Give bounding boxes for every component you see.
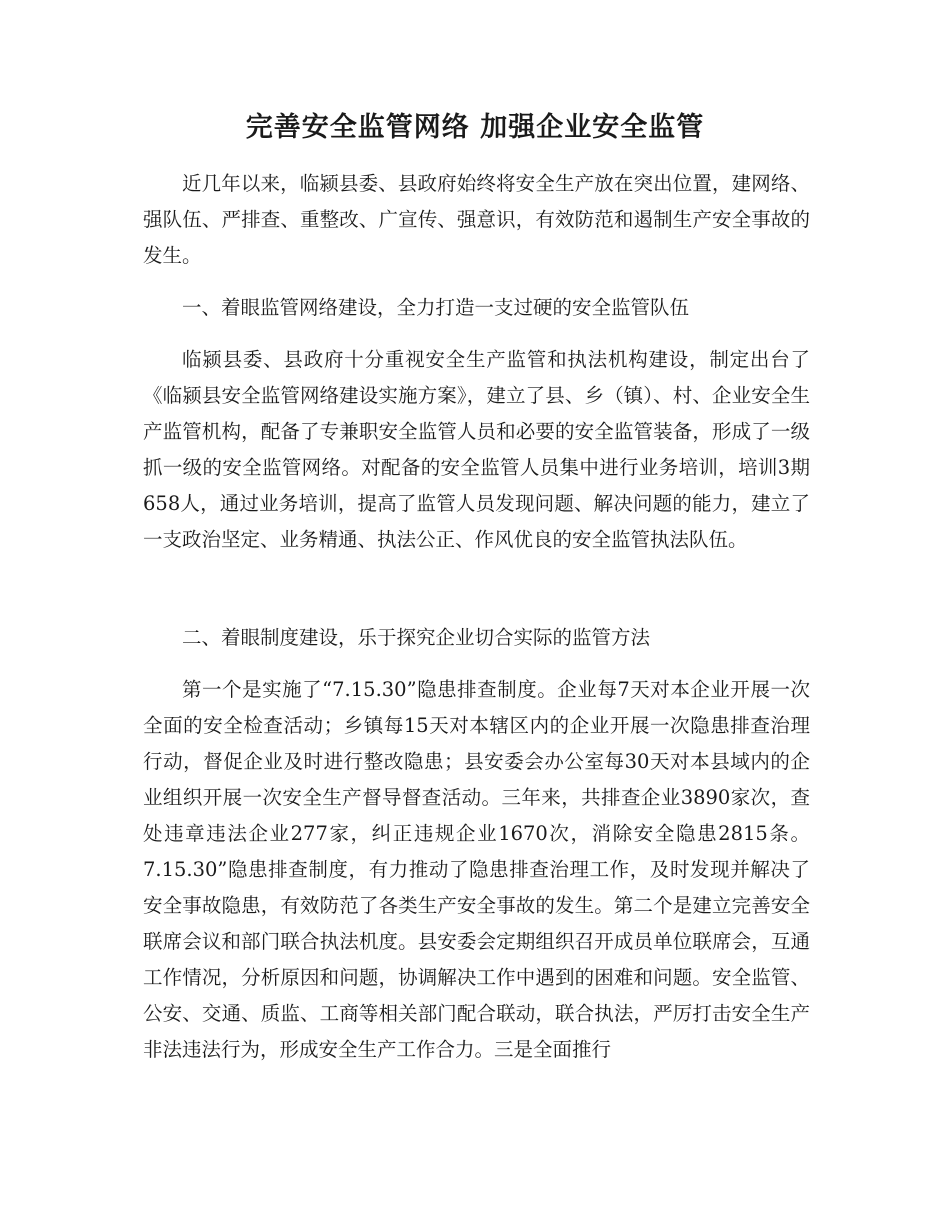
intro-paragraph: 近几年以来，临颍县委、县政府始终将安全生产放在突出位置，建网络、强队伍、严排查、重整改、广宣传、强意识，有效防范和遏制生产安全事故的发生。 — [143, 172, 810, 267]
section-1-heading: 一、着眼监管网络建设，全力打造一支过硬的安全监管队伍 — [182, 296, 690, 319]
document-title: 完善安全监管网络 加强企业安全监管 — [245, 112, 705, 143]
section-1-paragraph: 临颍县委、县政府十分重视安全生产监管和执法机构建设，制定出台了《临颍县安全监管网络建设实施方案》，建立了县、乡（镇）、村、企业安全生产监管机构，配备了专兼职安全监管人员和必要的安全监管装备，形成了一级抓一级的安全监管网络。对配备的安全监管人员集中进行业务培训，培训3期658人，通过业务培训，提高了监管人员发现问题、解决问题的能力，建立了一支政治坚定、业务精通、执法公正、作风优良的安全监管执法队伍。 — [143, 348, 810, 551]
section-2-paragraph: 第一个是实施了“7.15.30”隐患排查制度。企业每7天对本企业开展一次全面的安全检查活动；乡镇每15天对本辖区内的企业开展一次隐患排查治理行动，督促企业及时进行整改隐患；县安委会办公室每30天对本县域内的企业组织开展一次安全生产督导督查活动。三年来，共排查企业3890家次，查处违章违法企业277家，纠正违规企业1670次，消除安全隐患2815条。7.15.30”隐患排查制度，有力推动了隐患排查治理工作，及时发现并解决了安全事故隐患，有效防范了各类生产安全事故的发生。第二个是建立完善安全联席会议和部门联合执法机度。县安委会定期组织召开成员单位联席会，互通工作情况，分析原因和问题，协调解决工作中遇到的困难和问题。安全监管、公安、交通、质监、工商等相关部门配合联动，联合执法，严厉打击安全生产非法违法行为，形成安全生产工作合力。三是全面推行 — [143, 678, 810, 1061]
section-2-heading: 二、着眼制度建设，乐于探究企业切合实际的监管方法 — [182, 626, 651, 649]
